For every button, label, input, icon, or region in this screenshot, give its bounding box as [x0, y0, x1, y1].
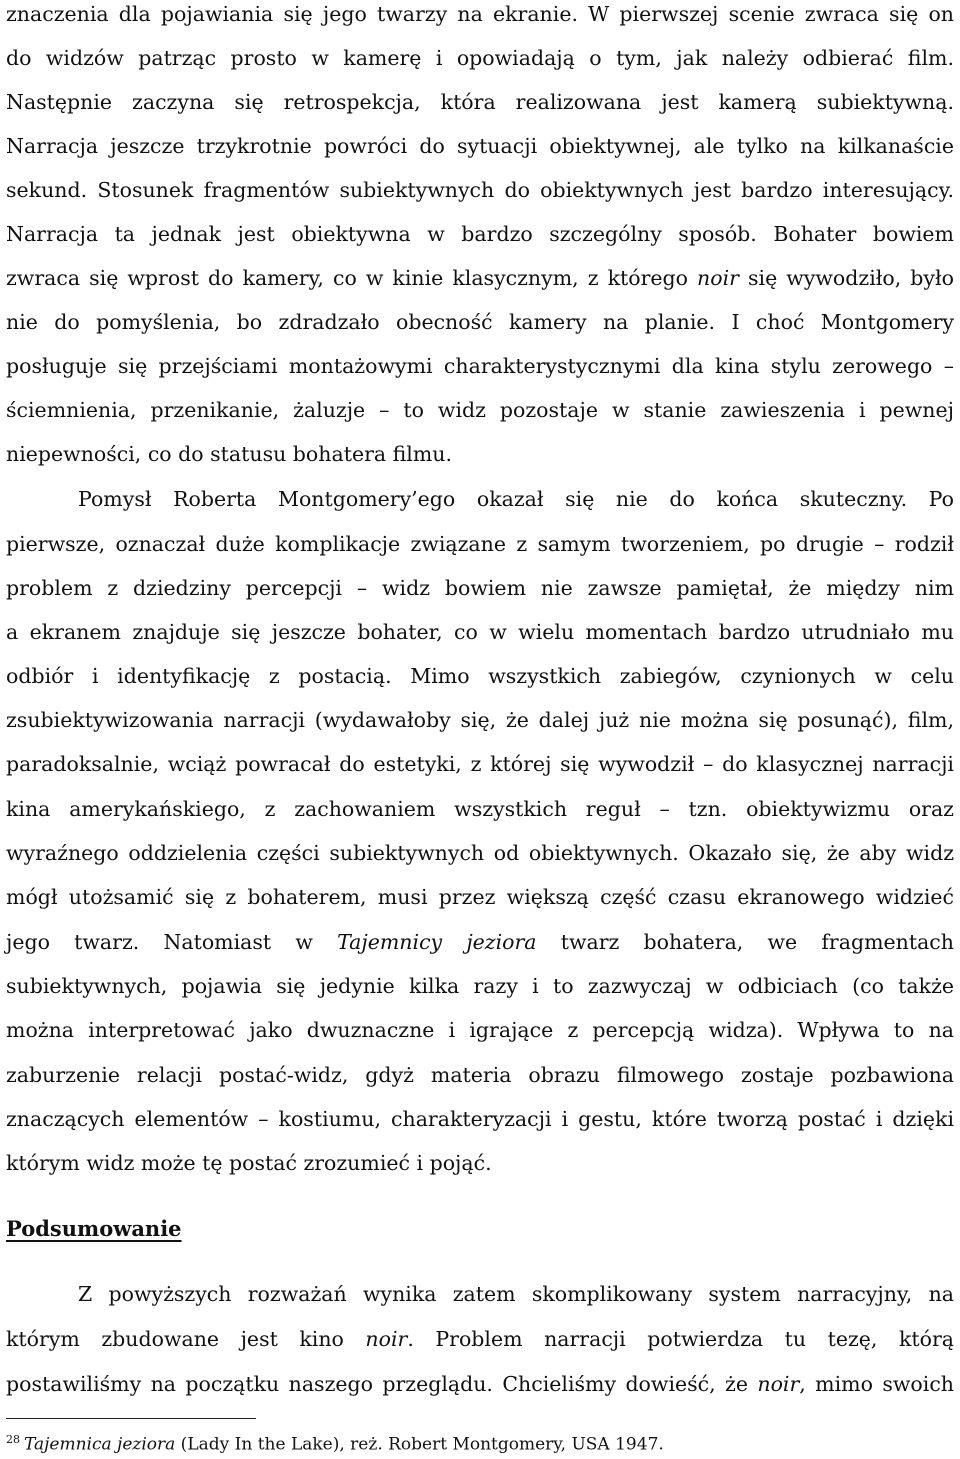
text-line: paradoksalnie, wciąż powracał do estetyki, z której się wywodził – do klasycznej narracji: [6, 752, 954, 776]
text-line: niepewności, co do statusu bohatera filmu.: [6, 442, 452, 466]
text-line: a ekranem znajduje się jeszcze bohater, co w wielu momentach bardzo utrudniało mu: [6, 620, 954, 644]
text-line: jego twarz. Natomiast w Tajemnicy jeziora twarz bohatera, we fragmentach: [6, 930, 954, 954]
footnote-number: 28: [6, 1433, 20, 1446]
text-line: posługuje się przejściami montażowymi charakterystycznymi dla kina stylu zerowego –: [6, 354, 954, 378]
text-line: nie do pomyślenia, bo zdradzało obecność kamery na planie. I choć Montgomery: [6, 310, 954, 334]
text-line: Narracja jeszcze trzykrotnie powróci do sytuacji obiektywnej, ale tylko na kilkanaście: [6, 134, 954, 158]
text-line: do widzów patrząc prosto w kamerę i opowiadają o tym, jak należy odbierać film.: [6, 46, 954, 70]
text-line: pierwsze, oznaczał duże komplikacje związane z samym tworzeniem, po drugie – rodził: [6, 532, 954, 556]
footnote-film-title: Tajemnica jeziora: [24, 1434, 176, 1455]
text-line: ściemnienia, przenikanie, żaluzje – to widz pozostaje w stanie zawieszenia i pewnej: [6, 398, 954, 422]
text-line: którym zbudowane jest kino noir. Problem narracji potwierdza tu tezę, którą: [6, 1327, 954, 1351]
genre-term-italic: noir: [365, 1327, 408, 1351]
text-line: zwraca się wprost do kamery, co w kinie klasycznym, z którego noir się wywodziło, było: [6, 266, 954, 290]
text-line: subiektywnych, pojawia się jedynie kilka razy i to zazwyczaj w odbiciach (co także: [6, 974, 954, 998]
text-line: znaczenia dla pojawiania się jego twarzy na ekranie. W pierwszej scenie zwraca się on: [6, 2, 954, 26]
text-line: znaczących elementów – kostiumu, charakteryzacji i gestu, które tworzą postać i dzięki: [6, 1107, 954, 1131]
text-line: zaburzenie relacji postać-widz, gdyż materia obrazu filmowego zostaje pozbawiona: [6, 1063, 954, 1087]
text-line: Z powyższych rozważań wynika zatem skomplikowany system narracyjny, na: [78, 1282, 954, 1306]
text-line: mógł utożsamić się z bohaterem, musi przez większą część czasu ekranowego widzieć: [6, 885, 954, 909]
genre-term-italic: noir: [757, 1372, 800, 1396]
film-title-italic: Tajemnicy jeziora: [337, 930, 537, 954]
text-line: można interpretować jako dwuznaczne i igrające z percepcją widza). Wpływa to na: [6, 1018, 954, 1042]
text-line: Narracja ta jednak jest obiektywna w bardzo szczególny sposób. Bohater bowiem: [6, 222, 954, 246]
text-line: problem z dziedziny percepcji – widz bowiem nie zawsze pamiętał, że między nim: [6, 576, 954, 600]
text-line: sekund. Stosunek fragmentów subiektywnych do obiektywnych jest bardzo interesujący.: [6, 178, 954, 202]
film-title-italic: noir: [697, 266, 739, 290]
text-line: kina amerykańskiego, z zachowaniem wszystkich reguł – tzn. obiektywizmu oraz: [6, 797, 954, 821]
text-line: którym widz może tę postać zrozumieć i pojąć.: [6, 1151, 492, 1175]
text-line: zsubiektywizowania narracji (wydawałoby się, że dalej już nie można się posunąć), film,: [6, 708, 954, 732]
text-line: Następnie zaczyna się retrospekcja, która realizowana jest kamerą subiektywną.: [6, 90, 954, 114]
text-line: wyraźnego oddzielenia części subiektywnych od obiektywnych. Okazało się, że aby widz: [6, 841, 954, 865]
text-line: Pomysł Roberta Montgomery’ego okazał się nie do końca skuteczny. Po: [78, 487, 954, 511]
footnote: $^{28}$ Tajemnica jeziora (Lady In the Lake), reż. Robert Montgomery, USA 1947.: [6, 1433, 664, 1455]
text-line: postawiliśmy na początku naszego przeglądu. Chcieliśmy dowieść, że noir, mimo swoich: [6, 1372, 955, 1396]
section-heading: Podsumowanie: [6, 1216, 182, 1241]
footnote-separator: [6, 1418, 256, 1419]
text-line: odbiór i identyfikację z postacią. Mimo wszystkich zabiegów, czynionych w celu: [6, 664, 954, 688]
